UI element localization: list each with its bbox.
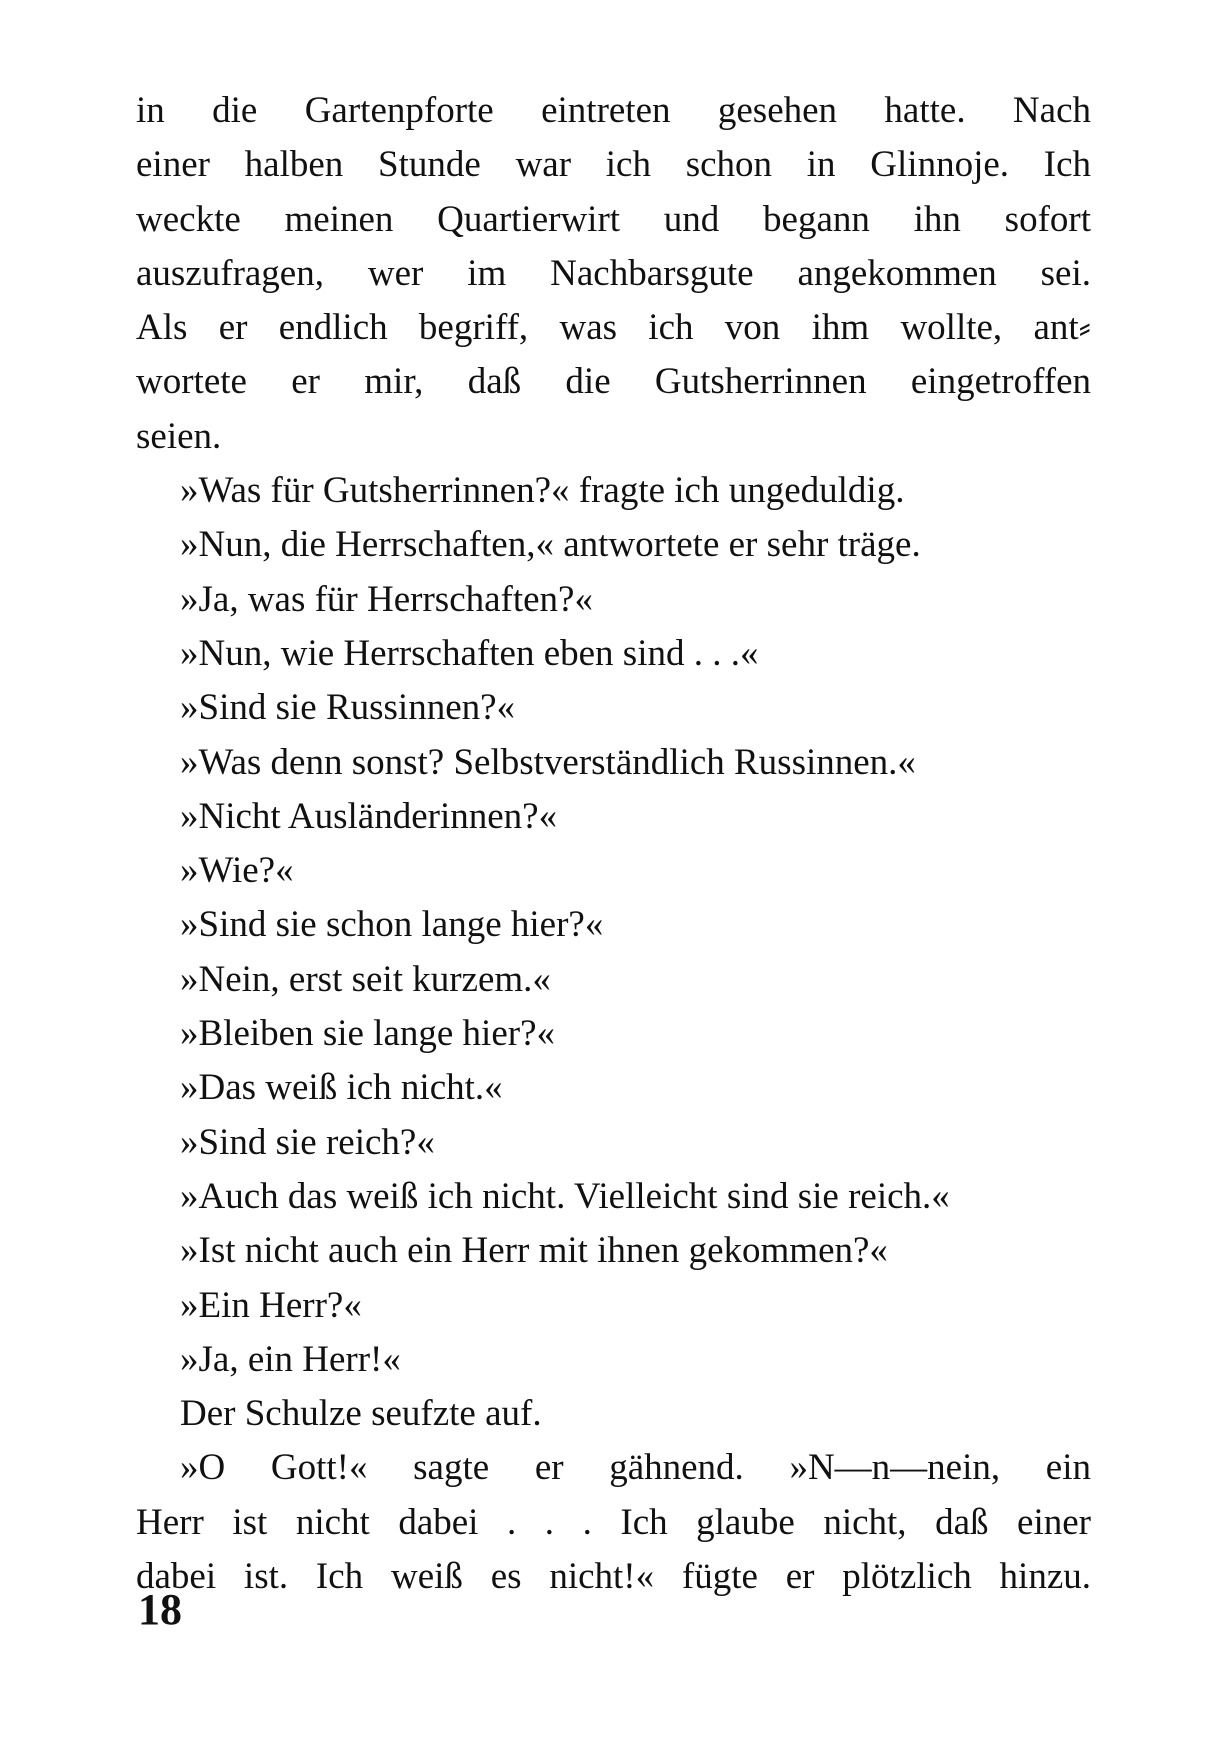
text-line: Als er endlich begriff, was ich von ihm wollte, ant⸗ [136, 307, 1091, 349]
dialogue-line: »Ist nicht auch ein Herr mit ihnen gekommen?« [180, 1230, 888, 1272]
dialogue-line: »Sind sie Russinnen?« [180, 687, 516, 729]
text-line: auszufragen, wer im Nachbarsgute angekommen sei. [136, 252, 1091, 294]
text-line: wortete er mir, daß die Gutsherrinnen eingetroffen [136, 361, 1091, 403]
text-line: seien. [136, 415, 222, 457]
dialogue-line: »Nein, erst seit kurzem.« [180, 958, 551, 1000]
dialogue-line: »Wie?« [180, 850, 294, 892]
text-line: Herr ist nicht dabei . . . Ich glaube nicht, daß einer [136, 1501, 1091, 1543]
body-text [136, 84, 1091, 1604]
dialogue-line: »Bleiben sie lange hier?« [180, 1013, 556, 1055]
dialogue-line: »Sind sie schon lange hier?« [180, 904, 604, 946]
dialogue-line: »O Gott!« sagte er gähnend. »N—n—nein, ein [180, 1447, 1091, 1489]
dialogue-line: »Das weiß ich nicht.« [180, 1067, 503, 1109]
dialogue-line: »Nicht Ausländerinnen?« [180, 795, 558, 837]
dialogue-line: »Ein Herr?« [180, 1284, 362, 1326]
dialogue-line: »Sind sie reich?« [180, 1121, 435, 1163]
dialogue-line: »Nun, die Herrschaften,« antwortete er sehr träge. [180, 524, 921, 566]
text-line: weckte meinen Quartierwirt und begann ihn sofort [136, 198, 1091, 240]
dialogue-line: »Auch das weiß ich nicht. Vielleicht sind sie reich.« [180, 1175, 950, 1217]
text-line: dabei ist. Ich weiß es nicht!« fügte er plötzlich hinzu. [136, 1556, 1091, 1598]
dialogue-line: »Ja, ein Herr!« [180, 1338, 401, 1380]
dialogue-line: »Ja, was für Herrschaften?« [180, 578, 593, 620]
page-number: 18 [138, 1585, 182, 1634]
text-line: in die Gartenpforte eintreten gesehen hatte. Nach [136, 90, 1091, 131]
dialogue-line: »Nun, wie Herrschaften eben sind . . .« [180, 632, 759, 674]
dialogue-line: »Was für Gutsherrinnen?« fragte ich ungeduldig. [180, 470, 905, 512]
dialogue-line: Der Schulze seufzte auf. [180, 1393, 542, 1435]
dialogue-line: »Was denn sonst? Selbstverständlich Russinnen.« [180, 741, 916, 783]
text-line: einer halben Stunde war ich schon in Glinnoje. Ich [136, 144, 1091, 186]
